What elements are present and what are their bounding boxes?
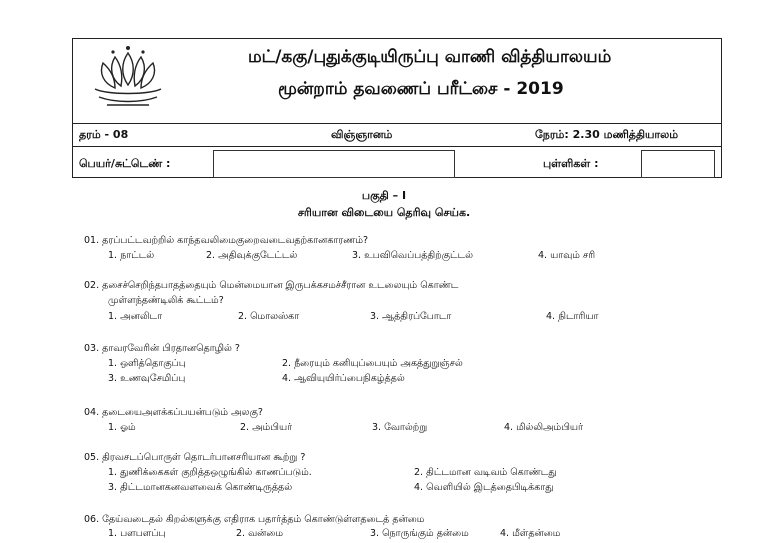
option: 4. மீள்தன்மை [500,528,561,539]
exam-info-row [73,126,721,146]
subject-label: விஞ்ஞானம் [331,128,393,141]
option: 1. பளபளப்பு [108,528,166,539]
question-text: 05. திரவசடப்பொருள் தொடர்பானசரியான கூற்று ? [84,452,306,463]
option: 1. ஒளித்தொகுப்பு [108,358,186,369]
school-name: மட்/ககு/புதுக்குடியிருப்பு வாணி வித்தியாலயம் [248,47,612,67]
part-title: பகுதி – I [361,189,407,202]
question-text: 04. தடையைஅளக்கப்பயன்படும் அலகு? [84,407,263,418]
instruction: சரியான விடையை தெரிவு செய்க. [297,206,471,219]
option: 3. வோல்ற்று [372,422,428,433]
option: 2. மொலஸ்கா [238,311,300,322]
option: 2. வன்மை [236,528,284,539]
option: 1. துணிக்கைகள் குறித்தஒழுங்கில் காணப்படும். [108,467,312,478]
option: 2. அதிவுக்குடேட்டல் [206,250,298,261]
option: 2. திட்டமான வடிவம் கொண்டது [414,467,557,478]
option: 3. உணவுசேமிப்பு [108,373,186,384]
question-text: 06. தேய்வடைதல் கிறல்களுக்கு எதிராக பதார்த்தம் கொண்டுள்ளதடைத் தன்மை [84,514,425,525]
exam-title: மூன்றாம் தவணைப் பரீட்சை - 2019 [278,79,564,99]
option: 4. யாவும் சரி [538,250,596,261]
option: 4. நிடாரியா [546,311,599,322]
option: 4. வெளியில் இடத்தைபிடிக்காது [414,482,554,493]
question-text: 02. தசைச்செறிந்தபாதத்தையும் மென்மையான இருபக்கசமச்சீரான உடலையும் கொண்ட [84,280,459,291]
option: 1. ஓம் [108,422,136,433]
question-text: 01. தரப்பட்டவற்றில் காந்தவலிமைகுறைவடைவதற்கானகாரணம்? [84,235,369,246]
option: 1. நாட்டல் [108,250,155,261]
time-label: நேரம்: 2.30 மணித்தியாலம் [535,128,679,141]
header-divider [73,123,721,124]
option: 3. உபவிவெப்பத்திற்குட்டல் [352,250,474,261]
marks-field[interactable] [641,150,715,178]
grade-label: தரம் - 08 [79,128,129,141]
option: 3. ஆத்திரப்போடா [370,311,452,322]
school-logo [85,43,171,111]
option: 2. நீரையும் கனியுப்பையும் அகத்துறுஞ்சல் [282,358,463,369]
question-text: முள்ளந்தண்டிலிக் கூட்டம்? [108,295,224,306]
option: 2. அம்பியர் [240,422,293,433]
question-text: 03. தாவரவேரின் பிரதானதொழில் ? [84,343,240,354]
option: 1. அனலிடா [108,311,163,322]
marks-label: புள்ளிகள் : [543,157,599,170]
name-field[interactable] [213,150,455,178]
student-info-row [73,148,721,178]
exam-header [72,38,722,178]
option: 4. மில்லிஅம்பியர் [504,422,583,433]
header-divider [73,146,721,147]
option: 4. ஆவியுயிர்ப்பைநிகழ்த்தல் [282,373,405,384]
option: 3. நொருங்கும் தன்மை [370,528,469,539]
name-label: பெயர்/சுட்டெண் : [79,157,171,170]
option: 3. திட்டமானகனவளவைக் கொண்டிருத்தல் [108,482,293,493]
